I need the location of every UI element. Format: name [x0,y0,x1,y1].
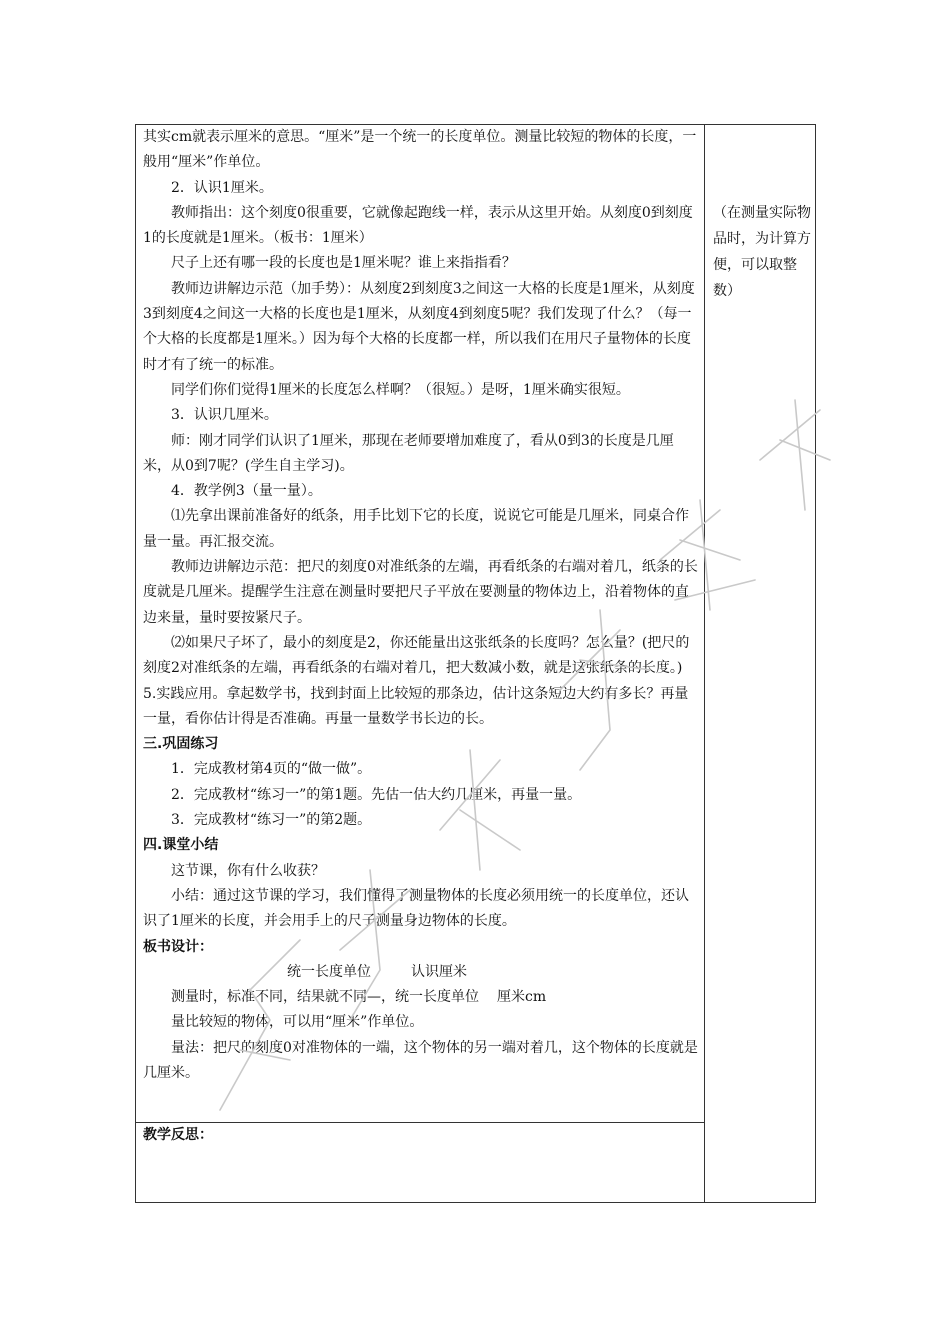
paragraph: 教师边讲解边示范：把尺的刻度0对准纸条的左端，再看纸条的右端对着几，纸条的长度就是几厘米。提醒学生注意在测量时要把尺子平放在要测量的物体边上，沿着物体的直边来量，量时要按紧尺子。 [143,559,698,626]
section-heading: 三.巩固练习 [143,736,219,753]
section-heading: 四.课堂小结 [143,837,219,854]
board-text: 厘米cm [497,989,547,1006]
item-heading: 4．教学例3（量一量）。 [171,483,322,500]
exercise-item: 3．完成教材“练习一”的第2题。 [171,812,372,829]
paragraph: 其实cm就表示厘米的意思。“厘米”是一个统一的长度单位。测量比较短的物体的长度，一般用“厘米”作单位。 [143,129,697,171]
paragraph: ⑵如果尺子坏了，最小的刻度是2，你还能量出这张纸条的长度吗？怎么量？(把尺的刻度2对准纸条的左端，再看纸条的右端对着几，把大数减小数，就是这张纸条的长度。) [143,634,690,677]
paragraph: 这节课，你有什么收获？ [171,862,325,879]
board-line [143,985,699,1010]
paragraph: ⑴先拿出课前准备好的纸条，用手比划下它的长度，说说它可能是几厘米，同桌合作量一量。再汇报交流。 [143,508,689,550]
paragraph: 同学们你们觉得1厘米的长度怎么样啊？（很短。）是呀，1厘米确实很短。 [171,381,630,398]
side-note: （在测量实际物品时，为计算方便，可以取整数） [713,205,811,299]
item-heading: 2．认识1厘米。 [171,179,273,196]
board-title-line [143,960,699,985]
item-heading: 3．认识几厘米。 [171,407,278,424]
board-line: 量比较短的物体，可以用“厘米”作单位。 [171,1014,424,1031]
paragraph: 教师指出：这个刻度0很重要，它就像起跑线一样，表示从这里开始。从刻度0到刻度1的长度就是1厘米。（板书：1厘米） [143,204,693,247]
reflection-label: 教学反思： [143,1127,213,1143]
paragraph: 5.实践应用。拿起数学书，找到封面上比较短的那条边，估计这条短边大约有多长？再量一量，看你估计得是否准确。再量一量数学书长边的长。 [143,685,689,727]
section-heading: 板书设计： [143,938,213,955]
paragraph: 小结：通过这节课的学习，我们懂得了测量物体的长度必须用统一的长度单位，还认识了1厘米的长度，并会用手上的尺子测量身边物体的长度。 [143,887,689,930]
paragraph: 尺子上还有哪一段的长度也是1厘米呢？谁上来指指看？ [171,255,516,272]
column-divider [704,124,705,1203]
board-text: 统一长度单位 [287,963,371,980]
row-divider [135,1122,705,1123]
paragraph: 教师边讲解边示范（加手势）：从刻度2到刻度3之间这一大格的长度是1厘米，从刻度3到刻度4之间这一大格的长度也是1厘米，从刻度4到刻度5呢？我们发现了什么？（每一个大格的长度都是1厘米。）因为每个大格的长度都一样，所以我们在用尺子量物体的长度时才有了统一的标准。 [143,280,695,373]
board-line: 量法：把尺的刻度0对准物体的一端，这个物体的另一端对着几，这个物体的长度就是几厘米。 [143,1039,698,1081]
board-text: 测量时，标准不同，结果就不同—，统一长度单位 [171,989,479,1006]
board-text: 认识厘米 [411,963,467,980]
exercise-item: 2．完成教材“练习一”的第1题。先估一估大约几厘米，再量一量。 [171,786,582,803]
paragraph: 师：刚才同学们认识了1厘米，那现在老师要增加难度了，看从0到3的长度是几厘米，从0到7呢？(学生自主学习)。 [143,432,674,474]
lesson-content [143,125,699,1086]
exercise-item: 1．完成教材第4页的“做一做”。 [171,761,372,778]
